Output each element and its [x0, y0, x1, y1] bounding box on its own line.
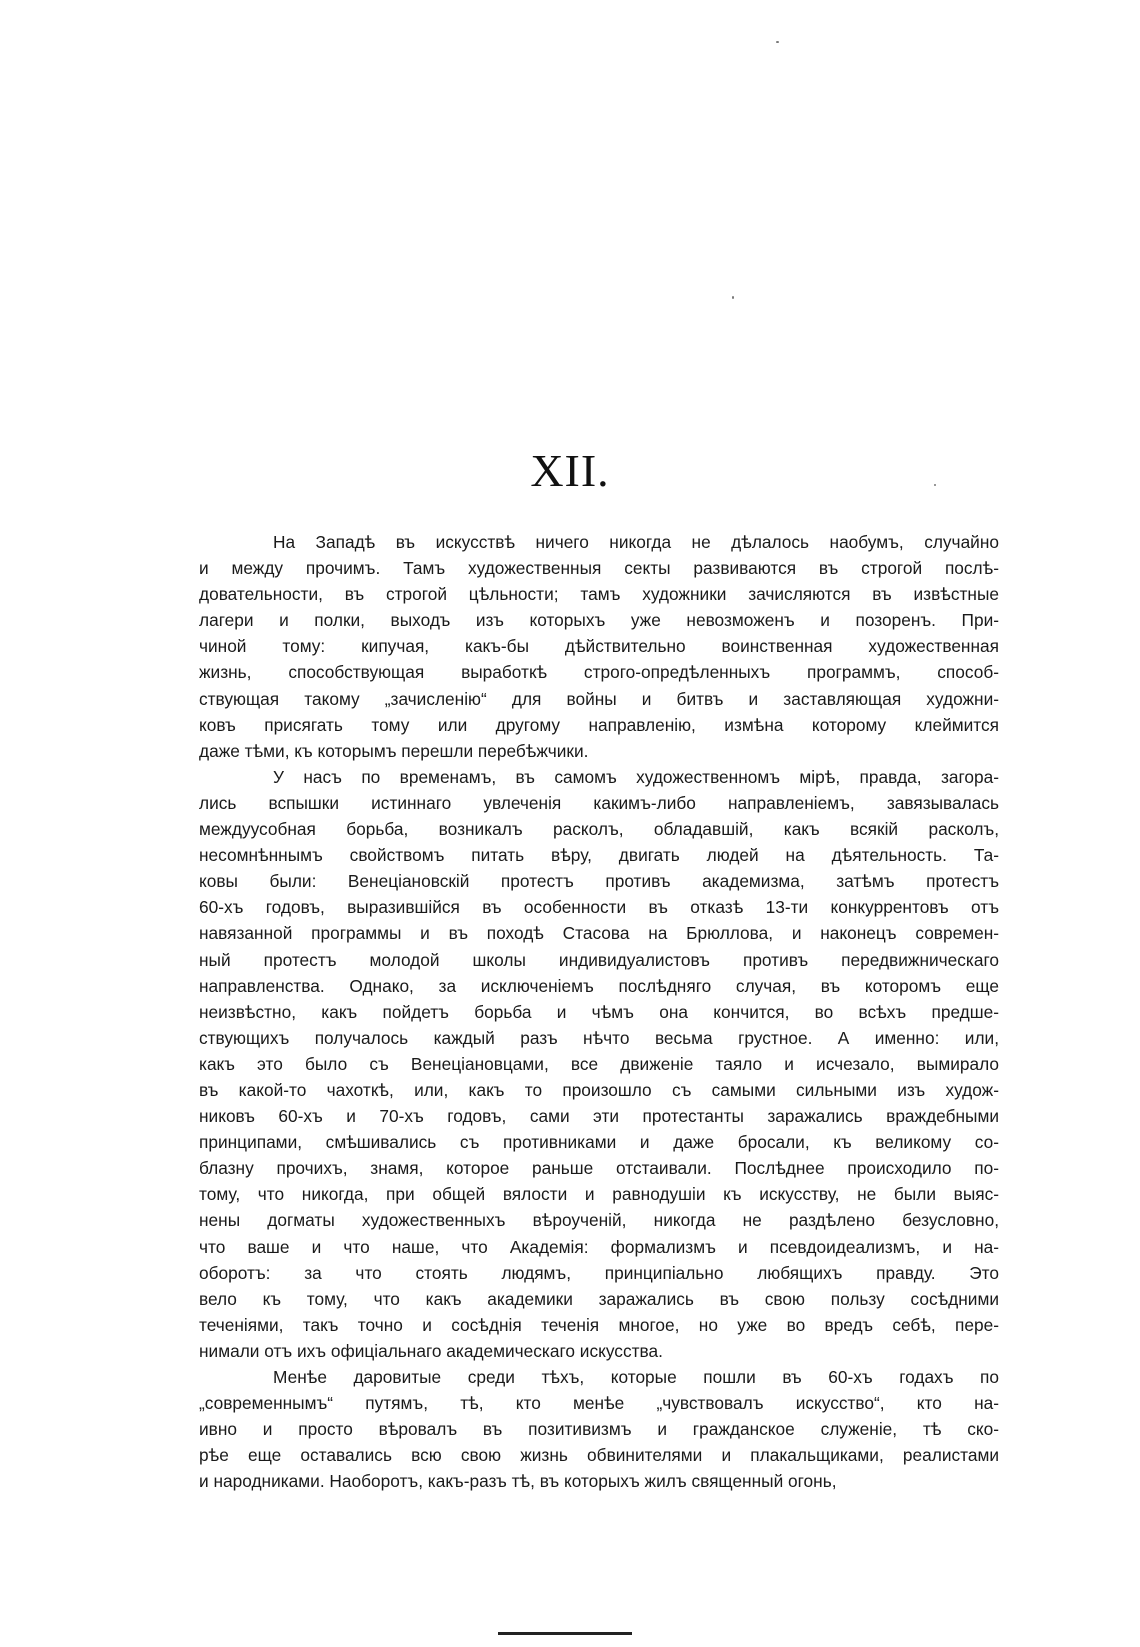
bottom-rule: [498, 1632, 632, 1635]
text-line: [199, 1207, 999, 1233]
text-line-content: нены догматы художественныхъ вѣроученій, никогда не раздѣлено безусловно,: [199, 1210, 999, 1231]
text-line: [199, 868, 999, 894]
text-line: [199, 947, 999, 973]
text-line: [199, 1442, 999, 1468]
text-line-content: „современнымъ“ путямъ, тѣ, кто менѣе „чувствовалъ искусство“, кто на-: [199, 1393, 999, 1414]
text-line: [199, 816, 999, 842]
text-line-content: ный протестъ молодой школы индивидуалистовъ противъ передвижническаго: [199, 949, 999, 970]
text-line-content: какъ это было съ Венеціановцами, все движеніе таяло и исчезало, вымирало: [199, 1053, 999, 1074]
body-text: [199, 529, 999, 1494]
text-line: [199, 920, 999, 946]
text-line: [199, 1468, 999, 1494]
text-line-content: теченіями, такъ точно и сосѣднія теченія многое, но уже во вредъ себѣ, пере-: [199, 1314, 999, 1335]
text-line: [199, 1416, 999, 1442]
text-line: [199, 842, 999, 868]
text-line: [199, 1364, 999, 1390]
text-line-content: Менѣе даровитые среди тѣхъ, которые пошли въ 60-хъ годахъ по: [273, 1367, 999, 1387]
text-line: [199, 686, 999, 712]
text-line-content: и между прочимъ. Тамъ художественныя секты развиваются въ строгой послѣ-: [199, 558, 999, 579]
text-line-content: принципами, смѣшивались съ противниками и даже бросали, къ великому со-: [199, 1132, 999, 1153]
text-line: [199, 1051, 999, 1077]
text-line-content: На Западѣ въ искусствѣ ничего никогда не дѣлалось наобумъ, случайно: [273, 532, 999, 552]
text-line-content: лись вспышки истиннаго увлеченія какимъ-либо направленіемъ, завязывалась: [199, 792, 999, 813]
text-line-content: оборотъ: за что стоять людямъ, принципіально любящихъ правду. Это: [199, 1262, 999, 1283]
text-line-content: ковъ присягать тому или другому направленію, измѣна которому клеймится: [199, 714, 999, 735]
scan-speck: [732, 296, 734, 299]
text-line: [199, 894, 999, 920]
text-line: [199, 764, 999, 790]
text-line: [199, 1025, 999, 1051]
text-line: [199, 633, 999, 659]
scan-speck: [776, 41, 779, 43]
text-line-content: лагери и полки, выходъ изъ которыхъ уже невозможенъ и позоренъ. При-: [199, 610, 999, 631]
text-line: [199, 1234, 999, 1260]
text-line-content: У насъ по временамъ, въ самомъ художественномъ мірѣ, правда, загора-: [273, 766, 999, 787]
text-line: [199, 1338, 999, 1364]
text-line-content: тому, что никогда, при общей вялости и равнодушіи къ искусству, не были выяс-: [199, 1184, 999, 1205]
text-line-content: рѣе еще оставались всю свою жизнь обвинителями и плакальщиками, реалистами: [199, 1445, 999, 1466]
text-line-content: неизвѣстно, какъ пойдетъ борьба и чѣмъ она кончится, во всѣхъ предше-: [199, 1001, 999, 1022]
text-line: [199, 1260, 999, 1286]
text-line-content: ствующая такому „зачисленію“ для войны и битвъ и заставляющая художни-: [199, 688, 999, 709]
text-line-content: направленства. Однако, за исключеніемъ послѣдняго случая, въ которомъ еще: [199, 975, 999, 996]
text-line: [199, 1181, 999, 1207]
text-line-content: даже тѣми, къ которымъ перешли перебѣжчики.: [199, 740, 589, 761]
text-line: [199, 1312, 999, 1338]
text-line-content: несомнѣннымъ свойствомъ питать вѣру, двигать людей на дѣятельность. Та-: [199, 845, 999, 866]
text-line: [199, 1155, 999, 1181]
text-line-content: ковы были: Венеціановскій протестъ противъ академизма, затѣмъ протестъ: [199, 871, 999, 892]
text-line-content: что ваше и что наше, что Академія: формализмъ и псевдоидеализмъ, и на-: [199, 1236, 999, 1257]
text-line-content: 60-хъ годовъ, выразившійся въ особенности въ отказѣ 13-ти конкуррентовъ отъ: [199, 897, 999, 918]
text-line: [199, 712, 999, 738]
text-line: [199, 790, 999, 816]
text-line: [199, 1129, 999, 1155]
text-line-content: жизнь, способствующая выработкѣ строго-опредѣленныхъ программъ, способ-: [199, 662, 999, 683]
text-line-content: довательности, въ строгой цѣльности; тамъ художники зачисляются въ извѣстные: [199, 584, 999, 605]
text-line-content: ивно и просто вѣровалъ въ позитивизмъ и гражданское служеніе, тѣ ско-: [199, 1419, 999, 1440]
chapter-heading: XII.: [530, 445, 610, 496]
text-line-content: навязанной программы и въ походѣ Стасова на Брюллова, и наконецъ современ-: [199, 923, 999, 944]
text-line: [199, 738, 999, 764]
text-line: [199, 973, 999, 999]
text-line: [199, 1286, 999, 1312]
text-line-content: въ какой-то чахоткѣ, или, какъ то произошло съ самыми сильными изъ худож-: [199, 1079, 999, 1100]
text-line-content: и народниками. Наоборотъ, какъ-разъ тѣ, въ которыхъ жилъ священный огонь,: [199, 1471, 837, 1492]
text-line-content: вело къ тому, что какъ академики заражались въ свою пользу сосѣдними: [199, 1288, 999, 1309]
text-line: [199, 1077, 999, 1103]
text-line-content: ствующихъ получалось каждый разъ нѣчто весьма грустное. А именно: или,: [199, 1027, 999, 1048]
text-line: [199, 999, 999, 1025]
text-line-content: междуусобная борьба, возникалъ расколъ, обладавшій, какъ всякій расколъ,: [199, 819, 999, 840]
text-line-content: никовъ 60-хъ и 70-хъ годовъ, сами эти протестанты заражались враждебными: [199, 1106, 999, 1127]
text-line: [199, 1390, 999, 1416]
text-line-content: блазну прочихъ, знамя, которое раньше отстаивали. Послѣднее происходило по-: [199, 1158, 999, 1179]
text-line: [199, 555, 999, 581]
text-line-content: чиной тому: кипучая, какъ-бы дѣйствительно воинственная художественная: [199, 636, 999, 657]
text-line-content: нимали отъ ихъ офиціальнаго академическаго искусства.: [199, 1340, 663, 1361]
text-line: [199, 529, 999, 555]
text-line: [199, 659, 999, 685]
text-line: [199, 581, 999, 607]
text-line: [199, 607, 999, 633]
text-line: [199, 1103, 999, 1129]
